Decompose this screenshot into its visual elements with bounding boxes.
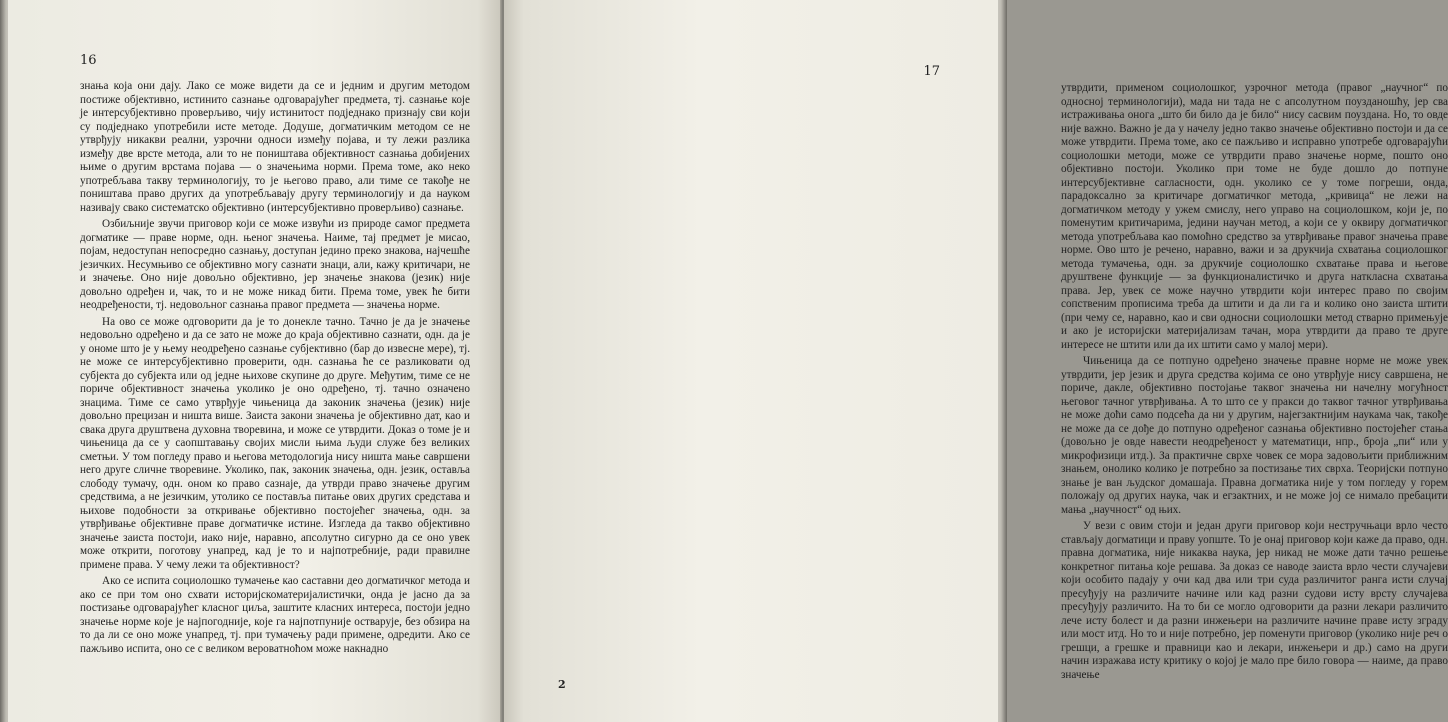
left-page (8, 0, 502, 722)
right-page-text (1061, 82, 1448, 682)
signature-mark: 2 (558, 678, 566, 691)
right-page (504, 0, 1448, 722)
paragraph: На ово се може одговорити да је то донекле тачно. Тачно је да је значење недовољно одређено и да се зато не може до краја објективно сазнати, одн. да је у ономе што је у њему неодређено сазнање субјективно (бар до извесне мере), тј. не може се интерсубјективно проверити, одн. сазнања ће се разликовати од субјекта до субјекта или од једне њихове скупине до друге. Међутим, тиме се не пориче објективност значења уколико је оно одређено, тј. тачно означено знацима. Тиме се само утврђује чињеница да законик значења (језик) није довољно прецизан и ништа више. Заиста закони значења је објективно дат, као и свака друга друштвена духовна творевина, и може се утврдити. Доказ о томе је и чињеница да се у саопштавању својих мисли њима људи служе без великих сметњи. У том погледу право и његова методологија нису ништа мање савршени него друге сличне творевине. Уколико, пак, законик значења, одн. језик, оставља слободу тумачу, одн. оном ко право сазнаје, да утврди право значење другим средствима, а не језичким, утолико се поставља питање ових других средстава и њихове подобности за откривање објективно постојећег значења, одн. за утврђивање објективне праве догматичке истине. Изгледа да такво објективно значење заиста постоји, иако није, наравно, апсолутно сигурно да се оно увек може открити, поготову унапред, кад је то и најпотребније, ради правилне примене права. У чему лежи та објективност? (80, 315, 470, 571)
paragraph: Ако се испита социолошко тумачење као саставни део догматичког метода и ако се при том оно схвати историјскоматеријалистички, онда је јасно да за постизање одговарајућег класног циља, заштите класних интереса, постоји једно значење норме које је најпогодније, које га најпотпуније остварује, без обзира на то да ли се оно може унапред, тј. при тумачењу ради примене, одредити. Ако се пажљиво испита, оно се с великом вероватноћом може накнадно (80, 575, 470, 655)
paragraph: Чињеница да се потпуно одређено значење правне норме не може увек утврдити, јер језик и друга средства којима се оно утврђује нису савршена, не пориче, дакле, објективно постојање таквог значења ни начелну могућност његовог тачног утврђивања. А то што се у пракси до таквог тачног утврђивања не може доћи само подсећа да ни у другим, најегзактнијим наукама чак, такође не може да се дође до потпуно одређеног сазнања објективно постојећег стања (довољно је овде навести неодређеност у математици, нпр., броја „пи“ или у микрофизици итд.). За практичне сврхе човек се мора задовољити приближним знањем, онолико колико је потребно за постизање тих сврха. Теоријски потпуно знање је ван људског домашаја. Правна догматика није у том погледу у горем положају од других наука, чак и егзактних, и не може јој се нимало пребацити мања „научност“ од њих. (1061, 355, 1448, 516)
paragraph: утврдити, применом социолошког, узрочног метода (правог „научног“ по односној терминологији), мада ни тада не с апсолутном поузданошћу, јер сва истраживања онога „што би било да је било“ нису сасвим поуздана. Но, то овде није важно. Важно је да у начелу једно такво значење објективно постоји и да се може утврдити. Према томе, ако се пажљиво и исправно употребе одговарајући социолошки методи, може се утврдити право значење норме, пошто оно објективно постоји. Уколико при томе не буде дошло до потпуне интерсубјективне сагласности, одн. уколико се у томе погреши, онда, парадоксално за критичаре догматичког метода, „кривица“ не лежи на догматичком методу у ужем смислу, него управо на социолошком, који је, по поменутим критичарима, једини научан метод, а који се у оквиру догматичког метода употребљава као помоћно средство за утврђивање правог значења праве норме. Ово што је речено, наравно, важи и за друкчија схватања социолошког метода тумачења, одн. за друкчије социолошко схватање права и његове друштвене функције — за функционалистичко и друга наткласна схватања права. Јер, увек се може научно утврдити који интерес право по својим сопственим прописима треба да штити и да ли га и колико оно заиста штити (при чему се, наравно, као и сви односни социолошки метод стварно примењује и ако је историјски материјализам тачан, мора утврдити да право те друге интересе не штити или да их штити само у малој мери). (1061, 82, 1448, 351)
page-number: 16 (80, 53, 97, 68)
paragraph: Озбиљније звучи приговор који се може извући из природе самог предмета догматике — праве норме, одн. њеног значења. Наиме, тај предмет је мисао, појам, недоступан непосредно сазнању, доступан једино преко знакова, најчешће језичких. Несумњиво се објективно могу сазнати знаци, али, кажу критичари, не и значење. Оно није довољно објективно, јер значење знакова (језик) није довољно одређен и, чак, то и не може никад бити. Према томе, увек ће бити неодређености, тј. недовољног сазнања правог предмета — значења норме. (80, 218, 470, 311)
paragraph: У вези с овим стоји и један други приговор који нестручњаци врло често стављају догматици и праву уопште. То је онај приговор који каже да право, одн. правна догматика, није никаква наука, јер никад не може дати тачно решење конкретног питања које решава. За доказ се наводе заиста врло чести случајеви који особито падају у очи кад два или три суда различитог ранга исти случај пресуђују на различите начине или кад разни судови исту врсту случајева пресуђују различито. На то би се могло одговорити да разни лекари различито лече исту болест и да разни инжењери на различите начине праве исту зграду или мост итд. Но то и није потребно, јер поменути приговор (уколико није реч о грешци, а грешке и правници као и лекари, инжењери и др.) само на други начин изражава исту критику о којој је мало пре било говора — наиме, да право значење (1061, 520, 1448, 681)
page-number: 17 (923, 64, 940, 79)
left-page-text (80, 80, 470, 656)
paragraph: знања која они дају. Лако се може видети да се и једним и другим методом постиже објективно, истинито сазнање одговарајућег предмета, тј. сазнање које је интерсубјективно проверљиво, чију истинитост подједнако признају сви који су подједнако употребили исте методе. Додуше, догматичким методом се не утврђују никакви реални, узрочни односи између појава, и ту лежи разлика између две врсте метода, али то не поништава објективност сазнања добијених њиме о другим врстама појава — о значењима норми. Према томе, ако неко употребљава такву терминологију, то је његово право, али тиме се такође не поништава право других да употребљавају другу терминологију и да науком називају свако систематско објективно (интерсубјективно проверљиво) сазнање. (80, 80, 470, 214)
